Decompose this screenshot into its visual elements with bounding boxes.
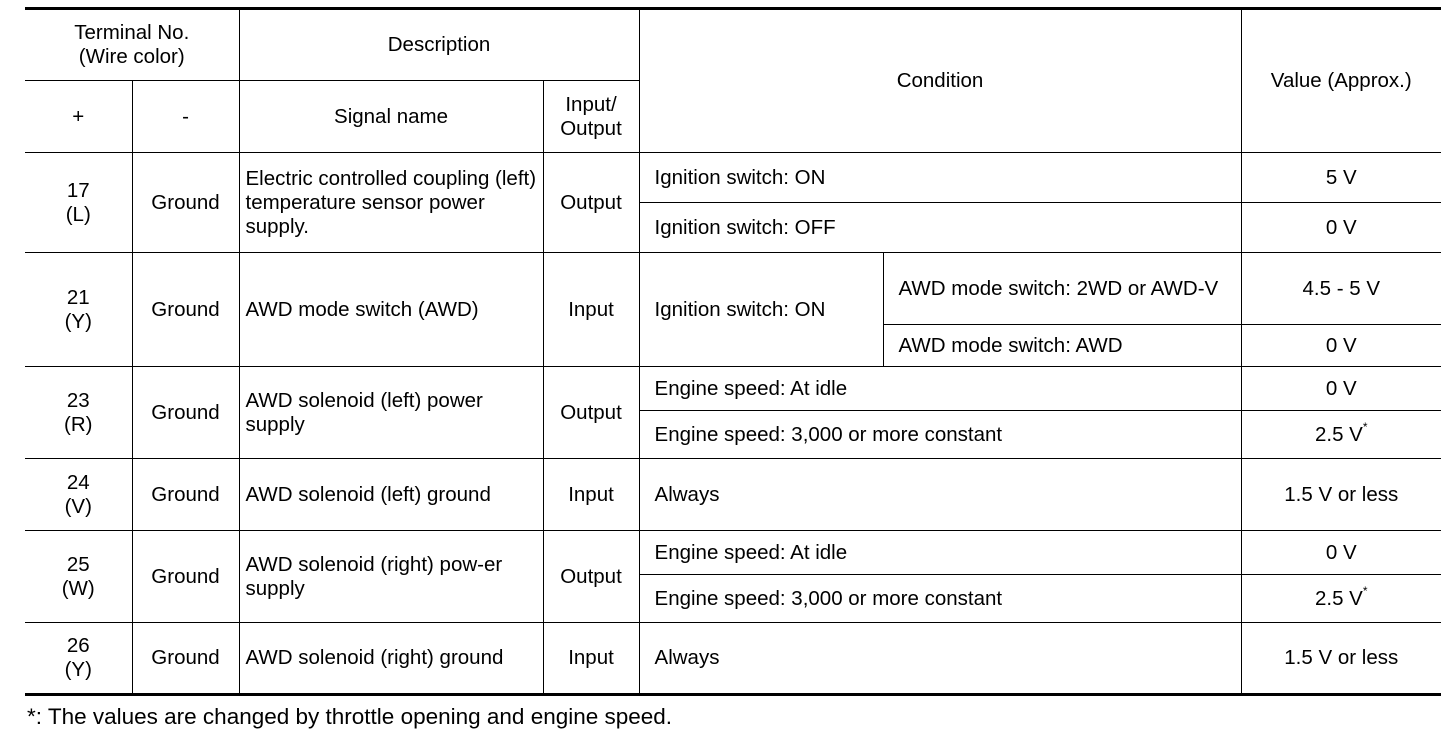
value-cell: 1.5 V or less bbox=[1241, 459, 1441, 531]
terminal-cell: 26 (Y) bbox=[25, 623, 132, 695]
condition-cell: Engine speed: At idle bbox=[639, 531, 1241, 575]
io-cell: Input bbox=[543, 253, 639, 367]
header-condition: Condition bbox=[639, 9, 1241, 153]
ground-cell: Ground bbox=[132, 459, 239, 531]
condition-cell: Engine speed: 3,000 or more constant bbox=[639, 575, 1241, 623]
value-cell: 0 V bbox=[1241, 531, 1441, 575]
table-row bbox=[25, 623, 1441, 695]
condition-cell: Ignition switch: OFF bbox=[639, 203, 1241, 253]
footnote-mark: * bbox=[1362, 583, 1368, 598]
terminal-cell: 17 (L) bbox=[25, 153, 132, 253]
ground-cell: Ground bbox=[132, 253, 239, 367]
footnote-mark: * bbox=[1362, 419, 1368, 434]
condition-cell: Ignition switch: ON bbox=[639, 253, 883, 367]
io-cell: Output bbox=[543, 531, 639, 623]
value-cell: 2.5 V* bbox=[1241, 411, 1441, 459]
io-cell: Output bbox=[543, 153, 639, 253]
table-row bbox=[25, 153, 1441, 203]
footnote: *: The values are changed by throttle opening and engine speed. bbox=[27, 704, 673, 729]
value-cell: 2.5 V* bbox=[1241, 575, 1441, 623]
sub-condition-cell: AWD mode switch: 2WD or AWD-V bbox=[883, 253, 1241, 325]
condition-cell: Engine speed: At idle bbox=[639, 367, 1241, 411]
condition-cell: Ignition switch: ON bbox=[639, 153, 1241, 203]
terminal-cell: 25 (W) bbox=[25, 531, 132, 623]
header-description: Description bbox=[239, 9, 639, 81]
terminal-cell: 24 (V) bbox=[25, 459, 132, 531]
header-row-1 bbox=[25, 9, 1441, 81]
condition-cell: Engine speed: 3,000 or more constant bbox=[639, 411, 1241, 459]
terminal-spec-table bbox=[25, 7, 1441, 696]
value-cell: 0 V bbox=[1241, 203, 1441, 253]
io-cell: Output bbox=[543, 367, 639, 459]
value-cell: 0 V bbox=[1241, 325, 1441, 367]
ground-cell: Ground bbox=[132, 367, 239, 459]
header-value: Value (Approx.) bbox=[1241, 9, 1441, 153]
io-cell: Input bbox=[543, 623, 639, 695]
ground-cell: Ground bbox=[132, 623, 239, 695]
signal-name-cell: AWD solenoid (left) ground bbox=[239, 459, 543, 531]
signal-name-cell: AWD solenoid (left) power supply bbox=[239, 367, 543, 459]
signal-name-cell: AWD solenoid (right) pow-er supply bbox=[239, 531, 543, 623]
value-cell: 4.5 - 5 V bbox=[1241, 253, 1441, 325]
signal-name-cell: AWD mode switch (AWD) bbox=[239, 253, 543, 367]
header-signal-name: Signal name bbox=[239, 81, 543, 153]
terminal-cell: 23 (R) bbox=[25, 367, 132, 459]
signal-name-cell: AWD solenoid (right) ground bbox=[239, 623, 543, 695]
value-cell: 1.5 V or less bbox=[1241, 623, 1441, 695]
table-row bbox=[25, 367, 1441, 411]
sub-condition-cell: AWD mode switch: AWD bbox=[883, 325, 1241, 367]
table-row bbox=[25, 459, 1441, 531]
signal-name-cell: Electric controlled coupling (left) temperature sensor power supply. bbox=[239, 153, 543, 253]
ground-cell: Ground bbox=[132, 531, 239, 623]
table-row bbox=[25, 531, 1441, 575]
header-plus: + bbox=[25, 81, 132, 153]
header-minus: - bbox=[132, 81, 239, 153]
value-cell: 0 V bbox=[1241, 367, 1441, 411]
condition-cell: Always bbox=[639, 459, 1241, 531]
header-terminal: Terminal No. (Wire color) bbox=[25, 9, 239, 81]
table-row bbox=[25, 253, 1441, 325]
condition-cell: Always bbox=[639, 623, 1241, 695]
io-cell: Input bbox=[543, 459, 639, 531]
header-input-output: Input/ Output bbox=[543, 81, 639, 153]
ground-cell: Ground bbox=[132, 153, 239, 253]
terminal-cell: 21 (Y) bbox=[25, 253, 132, 367]
value-cell: 5 V bbox=[1241, 153, 1441, 203]
